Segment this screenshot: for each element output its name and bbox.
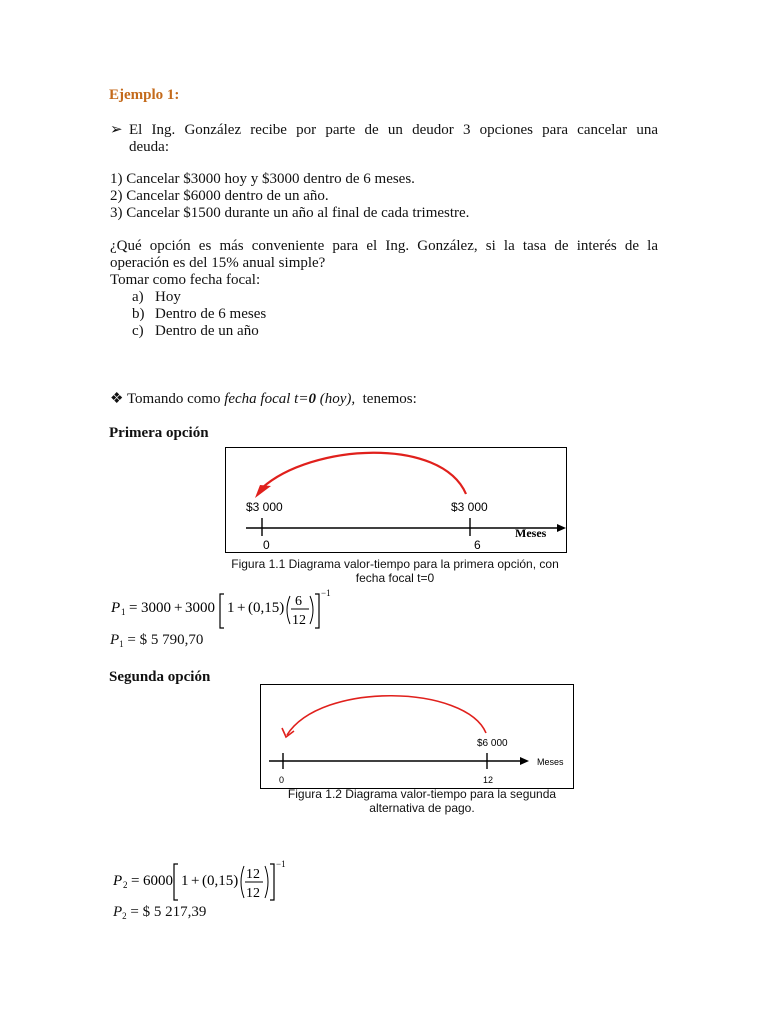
first-formula-bracket-left [220, 594, 224, 628]
taking-line [110, 391, 417, 408]
second-arrow-curve [287, 696, 486, 735]
second-tick-label-12: 12 [483, 775, 494, 785]
first-tick-label-6: 6 [474, 538, 481, 552]
second-option-heading: Segunda opción [109, 669, 211, 685]
page-title: Ejemplo 1: [109, 87, 180, 103]
first-result-sub: 1 [119, 639, 124, 649]
second-caption-line-2: alternativa de pago. [369, 801, 475, 815]
focal-marker-c: c) [132, 323, 144, 339]
second-amount: $6 000 [477, 738, 508, 749]
first-formula-exp: −1 [321, 588, 331, 598]
second-formula-plus: + [191, 873, 200, 889]
question-line-3: Tomar como fecha focal: [110, 272, 261, 288]
second-result-sub: 2 [122, 911, 127, 921]
first-formula-rate: (0,15) [248, 600, 285, 616]
second-result [113, 904, 206, 921]
first-formula-den: 12 [292, 613, 306, 628]
second-formula-svg [110, 858, 310, 902]
second-formula-one: 1 [181, 873, 189, 889]
second-formula-eq: = [131, 873, 140, 889]
first-amount-left: $3 000 [246, 500, 283, 514]
question-line-1: ¿Qué opción es más conveniente para el Ing. González, si la tasa de interés de la [110, 238, 658, 254]
first-formula-a: 3000 [141, 600, 171, 616]
first-tick-label-0: 0 [263, 538, 270, 552]
second-formula-bracket-left [174, 864, 178, 900]
first-caption-line-2: fecha focal t=0 [355, 571, 435, 585]
second-formula-paren-right [265, 866, 268, 898]
first-diagram-svg [226, 448, 566, 552]
second-formula-sub: 2 [123, 880, 128, 890]
second-axis-arrow [520, 757, 529, 765]
first-arrow-curve [262, 453, 466, 494]
second-formula-exp: −1 [276, 859, 286, 869]
first-option-heading: Primera opción [109, 425, 209, 441]
first-arrowhead [255, 485, 271, 498]
first-axis-arrow [557, 524, 566, 532]
first-caption [215, 557, 575, 585]
first-formula-svg [110, 588, 340, 632]
taking-after: tenemos: [355, 391, 417, 407]
first-formula-plus: + [174, 600, 183, 616]
first-result-p: P [110, 632, 120, 648]
focal-item-b: Dentro de 6 meses [155, 306, 267, 322]
first-formula-plus-2: + [237, 600, 246, 616]
taking-before: Tomando como [126, 391, 225, 407]
intro-line-2: deuda: [129, 139, 169, 155]
taking-bold: 0 [308, 391, 316, 407]
second-formula-a: 6000 [143, 873, 173, 889]
second-formula-num: 12 [246, 867, 260, 882]
second-result-value: = $ 5 217,39 [130, 904, 207, 920]
first-result [110, 632, 203, 649]
second-formula [110, 858, 310, 902]
taking-italic: fecha focal t= [224, 391, 309, 407]
focal-item-a: Hoy [155, 289, 181, 305]
question-line-2: operación es del 15% anual simple? [110, 255, 326, 271]
focal-item-c: Dentro de un año [155, 323, 259, 339]
intro-line-1: El Ing. González recibe por parte de un deudor 3 opciones para cancelar una [129, 122, 658, 138]
first-formula-paren-right [310, 596, 313, 624]
option-3: 3) Cancelar $1500 durante un año al final de cada trimestre. [110, 205, 470, 221]
first-formula-eq: = [129, 600, 138, 616]
second-tick-label-0: 0 [279, 775, 285, 785]
second-formula-p: P [113, 873, 123, 889]
first-formula-b: 3000 [185, 600, 215, 616]
second-formula-paren-left [241, 866, 244, 898]
second-axis-label: Meses [537, 757, 564, 767]
first-result-value: = $ 5 790,70 [127, 632, 204, 648]
second-caption [262, 787, 582, 815]
first-formula [110, 588, 340, 632]
first-formula-bracket-right [315, 594, 319, 628]
focal-marker-a: a) [132, 289, 144, 305]
second-formula-rate: (0,15) [202, 873, 239, 889]
second-caption-line-1: Figura 1.2 Diagrama valor-tiempo para la segunda [287, 787, 557, 801]
second-diagram-svg [261, 685, 573, 788]
second-result-p: P [113, 904, 123, 920]
second-formula-den: 12 [246, 886, 260, 901]
option-2: 2) Cancelar $6000 dentro de un año. [110, 188, 329, 204]
first-formula-paren-left [287, 596, 290, 624]
first-formula-p: P [111, 600, 121, 616]
option-1: 1) Cancelar $3000 hoy y $3000 dentro de 6 meses. [110, 171, 415, 187]
first-formula-sub: 1 [121, 607, 126, 617]
taking-bullet: ❖ [110, 391, 124, 407]
first-axis-label: Meses [515, 526, 547, 540]
first-formula-one: 1 [227, 600, 235, 616]
first-diagram [225, 447, 567, 553]
focal-marker-b: b) [132, 306, 145, 322]
second-formula-bracket-right [270, 864, 274, 900]
first-formula-num: 6 [295, 594, 302, 609]
first-amount-right: $3 000 [451, 500, 488, 514]
second-diagram [260, 684, 574, 789]
intro-bullet: ➢ [110, 122, 123, 138]
first-caption-line-1: Figura 1.1 Diagrama valor-tiempo para la primera opción, con [231, 557, 559, 571]
taking-italic-2: (hoy), [315, 391, 356, 407]
